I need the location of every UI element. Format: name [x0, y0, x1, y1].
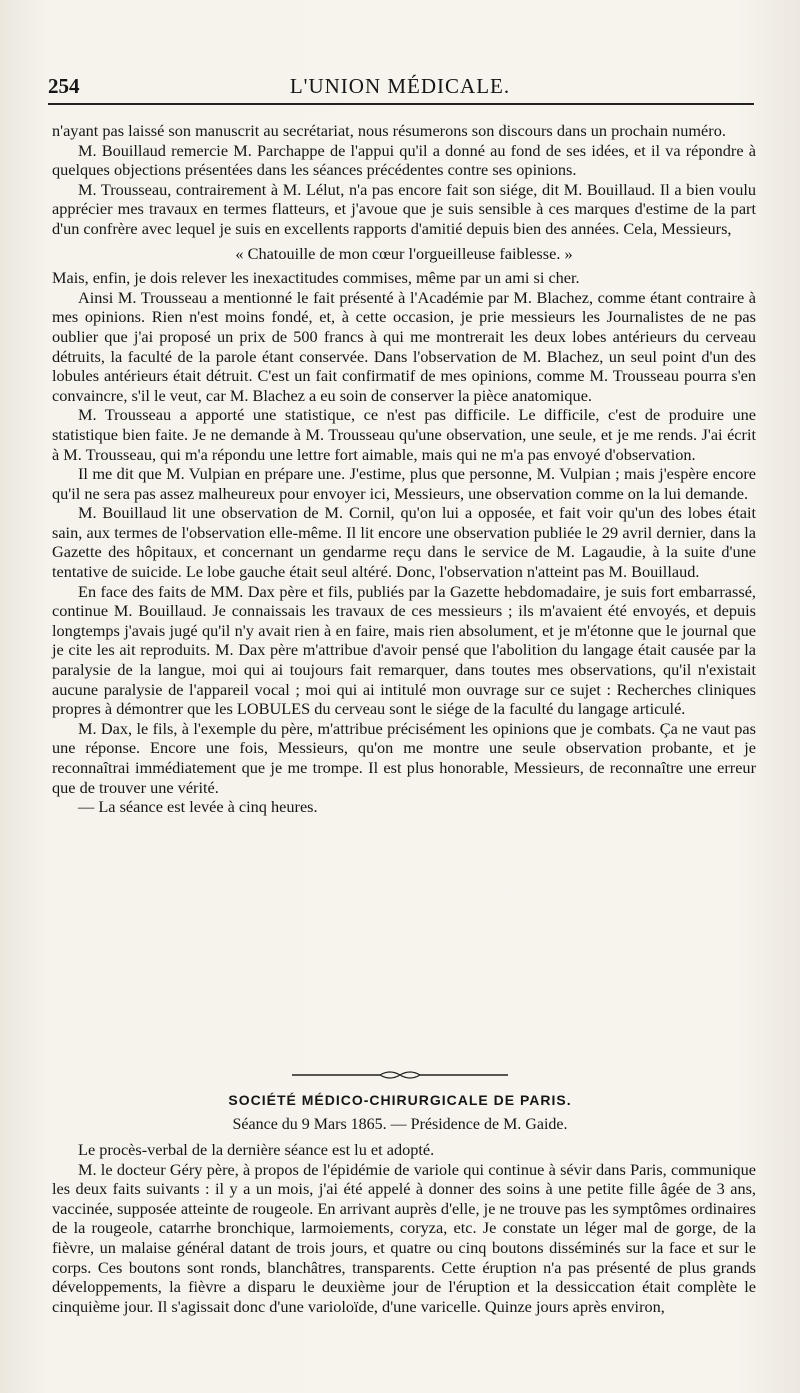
paragraph-proces-verbal: Le procès-verbal de la dernière séance est lu et adopté.: [78, 1140, 435, 1159]
verse-quotation: « Chatouille de mon cœur l'orgueilleuse faiblesse. »: [235, 243, 573, 263]
section-body: [52, 1140, 756, 1316]
page-number: 254: [48, 74, 80, 98]
header-rule: [48, 103, 754, 105]
paragraph-trousseau-lelut: M. Trousseau, contrairement à M. Lélut, n'a pas encore fait son siége, dit M. Bouillaud. Il a bien voulu apprécier mes travaux en termes flatteurs, et j'avoue que je suis sensible à ces marques d'estime de la part d'un confrère avec lequel je suis en excellents rapports d'amitié depuis bien des années. Cela, Messieurs,: [52, 179, 756, 238]
running-title: L'UNION MÉDICALE.: [289, 74, 511, 98]
page-header: [48, 70, 752, 104]
article-body: [52, 121, 756, 817]
paragraph-blachez: Ainsi M. Trousseau a mentionné le fait présenté à l'Académie par M. Blachez, comme étant contraire à mes opinions. Rien n'est moins fondé, et, à cette occasion, je prie messieurs les Journalistes de ne pas oublier que j'ai proposé un prix de 500 francs à qui me montrerait les deux lobes antérieurs du cerveau détruits, la faculté de la parole étant conservée. Dans l'observation de M. Blachez, un seul point d'un des lobules antérieurs était détruit. C'est un fait confirmatif de mes opinions, comme M. Trousseau pourra s'en convaincre, s'il le veut, car M. Blachez a eu soin de conserver la pièce anatomique.: [52, 287, 756, 405]
paragraph-continuation: n'ayant pas laissé son manuscrit au secrétariat, nous résumerons son discours dans un prochain numéro.: [52, 121, 726, 140]
paragraph-inexactitudes: Mais, enfin, je dois relever les inexactitudes commises, même par un ami si cher.: [52, 268, 580, 288]
section-title: SOCIÉTÉ MÉDICO-CHIRURGICALE DE PARIS.: [228, 1092, 572, 1108]
paragraph-bouillaud-remercie: M. Bouillaud remercie M. Parchappe de l'appui qu'il a donné au fond de ses idées, et il va répondre à quelques objections présentées dans les séances précédentes contre ses opinions.: [52, 140, 756, 180]
paragraph-vulpian: Il me dit que M. Vulpian en prépare une. J'estime, plus que personne, M. Vulpian ; mais j'espère encore qu'il ne sera pas assez malheureux pour envoyer ici, Messieurs, une observation comme on la lui demande.: [52, 464, 756, 503]
paragraph-statistique: M. Trousseau a apporté une statistique, ce n'est pas difficile. Le difficile, c'est de produire une statistique bien faite. Je ne demande à M. Trousseau qu'une observation, une seule, et je me rends. J'ai écrit à M. Trousseau, qui m'a répondu une lettre fort aimable, mais qui ne m'a pas envoyé d'observation.: [52, 405, 756, 464]
paragraph-seance-levee: — La séance est levée à cinq heures.: [78, 797, 318, 817]
paragraph-gery: M. le docteur Géry père, à propos de l'épidémie de variole qui continue à sévir dans Paris, communique les deux faits suivants : il y a un mois, j'ai été appelé à donner des soins à une petite fille âgée de 3 ans, vaccinée, supposée atteinte de rougeole. En arrivant auprès d'elle, je ne trouve pas les symptômes ordinaires de la rougeole, catarrhe bronchique, larmoiements, coryza, etc. Je constate un léger mal de gorge, de la fièvre, un malaise général datant de trois jours, et quatre ou cinq boutons disséminés sur la face et sur le corps. Ces boutons sont ronds, blanchâtres, transparents. Cette éruption n'a pas présenté de plus grands développements, la fièvre a disparu le deuxième jour de l'éruption et la dessiccation était complète le cinquième jour. Il s'agissait donc d'une varioloïde, d'une varicelle. Quinze jours après environ,: [52, 1159, 756, 1316]
paragraph-dax-fils: M. Dax, le fils, à l'exemple du père, m'attribue précisément les opinions que je combats. Ça ne vaut pas une réponse. Encore une fois, Messieurs, qu'on me montre une seule observation probante, et je reconnaîtrai immédiatement que je me trompe. Il est plus honorable, Messieurs, de reconnaître une erreur que de trouver une vérité.: [52, 718, 756, 797]
paragraph-cornil: M. Bouillaud lit une observation de M. Cornil, qu'on lui a opposée, et fait voir qu'un des lobes était sain, aux termes de l'observation elle-même. Il lit encore une observation publiée le 29 avril dernier, dans la Gazette des hôpitaux, et concernant un gendarme reçu dans le service de M. Lagaudie, à la suite d'une tentative de suicide. Le lobe gauche était seul altéré. Donc, l'observation n'atteint pas M. Bouillaud.: [52, 503, 756, 582]
paragraph-dax-pere: En face des faits de MM. Dax père et fils, publiés par la Gazette hebdomadaire, je suis fort embarrassé, continue M. Bouillaud. Je connaissais les travaux de ces messieurs ; ils m'avaient été envoyés, et depuis longtemps j'avais jugé qu'il n'y avait rien à en faire, mais rien absolument, et je m'étonne que le journal que je cite les ait reproduits. M. Dax père m'attribue d'avoir pensé que l'abolition du langage était causée par la paralysie de la langue, moi qui ai toujours fait remarquer, dans toutes mes observations, qu'il n'existait aucune paralysie de l'appareil vocal ; moi qui ai intitulé mon ouvrage sur ce sujet : Recherches cliniques propres à démontrer que les LOBULES du cerveau sont le siége de la faculté du langage articulé.: [52, 581, 756, 719]
session-line: Séance du 9 Mars 1865. — Présidence de M. Gaide.: [232, 1116, 568, 1133]
section-divider-ornament: [292, 1068, 508, 1082]
